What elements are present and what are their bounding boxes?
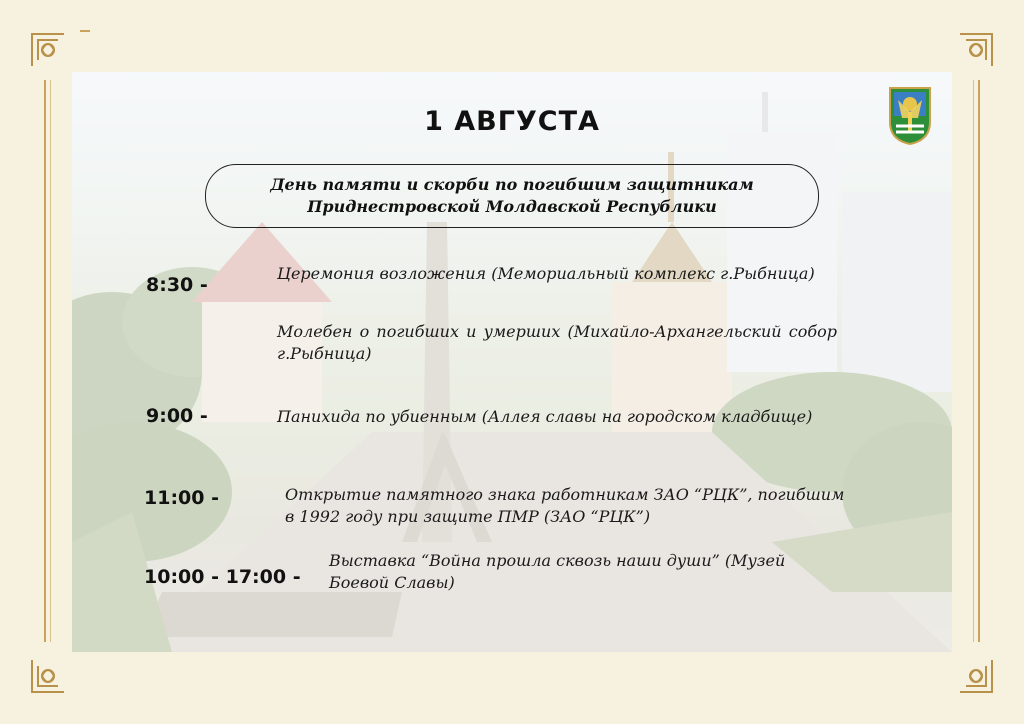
memorial-day-banner — [205, 164, 819, 228]
schedule-event-moleben: Молебен о погибших и умерших (Михайло-Архангельский собор г.Рыбница) — [277, 322, 837, 363]
frame-right-inner — [973, 80, 974, 642]
ornament-corner-icon — [956, 30, 996, 70]
frame-top-left — [80, 30, 90, 32]
schedule-event-ceremony: Церемония возложения (Мемориальный комплекс г.Рыбница) — [277, 264, 815, 283]
schedule-time-0830: 8:30 - — [146, 274, 208, 296]
schedule-time-1100: 11:00 - — [144, 487, 219, 509]
schedule-event-panikhida: Панихида по убиенным (Аллея славы на городском кладбище) — [277, 407, 813, 426]
schedule-time-1000-1700: 10:00 - 17:00 - — [144, 566, 301, 588]
schedule-time-0900: 9:00 - — [146, 405, 208, 427]
banner-line-2: Приднестровской Молдавской Республики — [307, 197, 717, 216]
ornament-corner-icon — [956, 656, 996, 696]
schedule-event-exhibition: Выставка “Война прошла сквозь наши души” (Музей Боевой Славы) — [329, 551, 786, 592]
banner-line-1: День памяти и скорби по погибшим защитникам — [270, 175, 754, 194]
ornament-corner-icon — [28, 656, 68, 696]
ornament-corner-icon — [28, 30, 68, 70]
schedule-event-memorial-sign: Открытие памятного знака работникам ЗАО “РЦК”, погибшим в 1992 году при защите ПМР (ЗАО “РЦК”) — [285, 485, 845, 526]
frame-left — [44, 80, 46, 642]
frame-left-inner — [50, 80, 51, 642]
frame-right — [978, 80, 980, 642]
page-title: 1 АВГУСТА — [424, 106, 600, 137]
